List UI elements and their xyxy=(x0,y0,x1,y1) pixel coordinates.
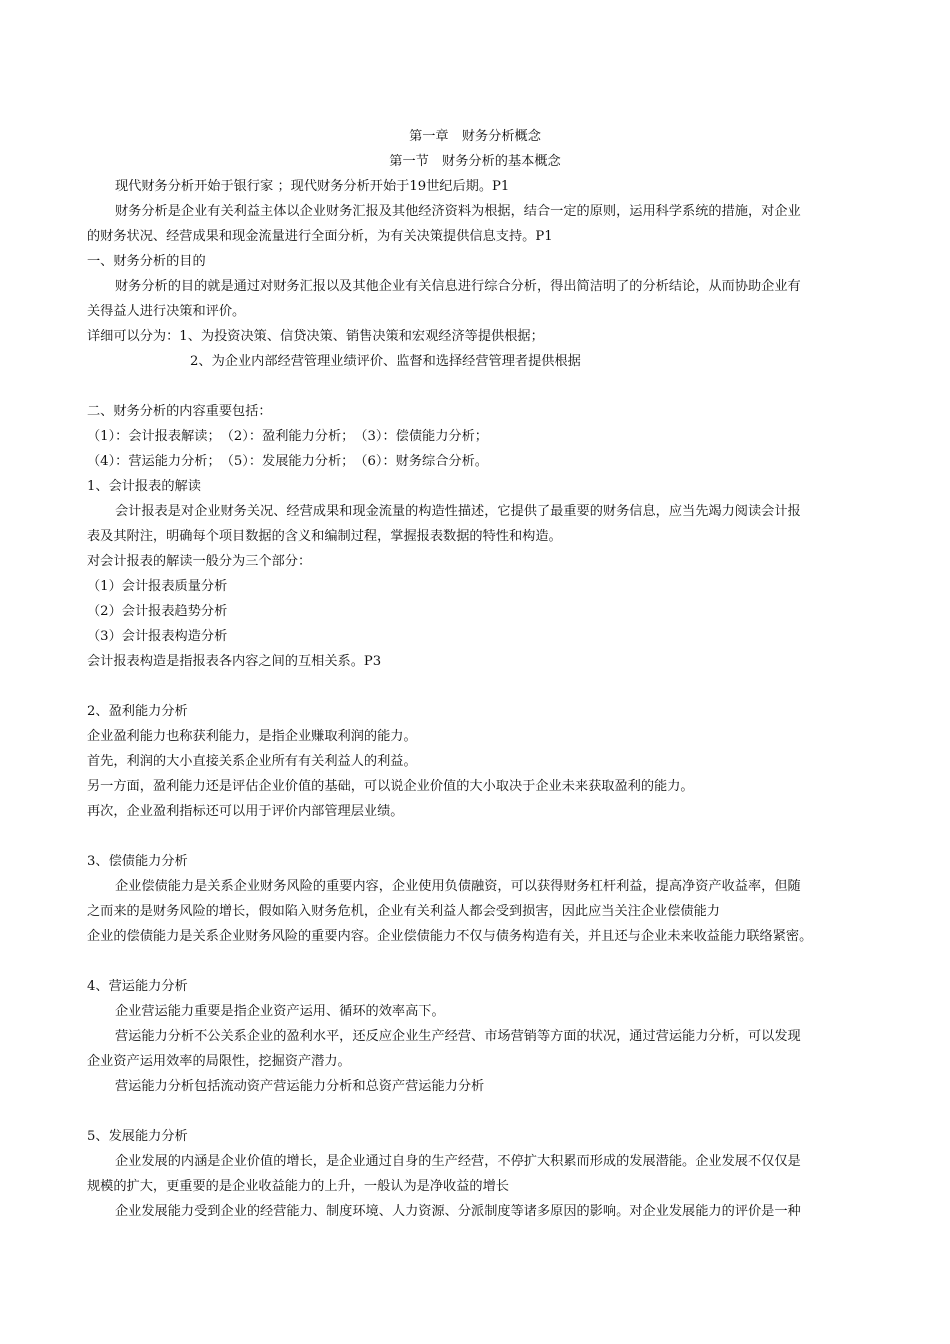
s3-paragraph-line-2: 之而来的是财务风险的增长，假如陷入财务危机，企业有关利益人都会受到损害，因此应当关注企业偿债能力 xyxy=(87,904,720,919)
s5-heading: 5、发展能力分析 xyxy=(87,1129,188,1144)
s5-paragraph-line-2: 规模的扩大，更重要的是企业收益能力的上升，一般认为是净收益的增长 xyxy=(87,1179,509,1194)
s4-line-3: 营运能力分析包括流动资产营运能力分析和总资产营运能力分析 xyxy=(115,1079,485,1094)
s1-heading: 1、会计报表的解读 xyxy=(87,479,201,494)
s2-line-4: 再次，企业盈利指标还可以用于评价内部管理层业绩。 xyxy=(87,804,404,819)
purpose-detail-1: 详细可以分为：1、为投资决策、信贷决策、销售决策和宏观经济等提供根据； xyxy=(87,329,544,344)
s1-item-1: （1）会计报表质量分析 xyxy=(87,579,228,594)
chapter-title: 第一章 财务分析概念 xyxy=(409,129,541,144)
purpose-detail-2: 2、为企业内部经营管理业绩评价、监督和选择经营管理者提供根据 xyxy=(190,354,581,369)
s1-item-3: （3）会计报表构造分析 xyxy=(87,629,228,644)
s4-line-1: 企业营运能力重要是指企业资产运用、循环的效率高下。 xyxy=(115,1004,445,1019)
s2-line-2: 首先，利润的大小直接关系企业所有有关利益人的利益。 xyxy=(87,754,417,769)
s4-paragraph-line-1: 营运能力分析不公关系企业的盈利水平，还反应企业生产经营、市场营销等方面的状况，通过营运能力分析，可以发现 xyxy=(115,1029,801,1044)
s3-line-3: 企业的偿债能力是关系企业财务风险的重要内容。企业偿债能力不仅与债务构造有关，并且还与企业未来收益能力联络紧密。 xyxy=(87,929,813,944)
s1-paragraph-line-2: 表及其附注，明确每个项目数据的含义和编制过程，掌握报表数据的特性和构造。 xyxy=(87,529,562,544)
purpose-paragraph-line-1: 财务分析的目的就是通过对财务汇报以及其他企业有关信息进行综合分析，得出简洁明了的分析结论，从而协助企业有 xyxy=(115,279,801,294)
purpose-paragraph-line-2: 关得益人进行决策和评价。 xyxy=(87,304,246,319)
s2-line-1: 企业盈利能力也称获利能力，是指企业赚取利润的能力。 xyxy=(87,729,417,744)
s3-heading: 3、偿债能力分析 xyxy=(87,854,188,869)
s1-item-2: （2）会计报表趋势分析 xyxy=(87,604,228,619)
content-row-1: （1）：会计报表解读； （2）：盈利能力分析； （3）：偿债能力分析； xyxy=(87,429,488,444)
s2-heading: 2、盈利能力分析 xyxy=(87,704,188,719)
s1-intro: 对会计报表的解读一般分为三个部分： xyxy=(87,554,312,569)
s3-paragraph-line-1: 企业偿债能力是关系企业财务风险的重要内容，企业使用负债融资，可以获得财务杠杆利益，提高净资产收益率，但随 xyxy=(115,879,801,894)
intro-paragraph-2-line-2: 的财务状况、经营成果和现金流量进行全面分析，为有关决策提供信息支持。P1 xyxy=(87,229,553,244)
content-row-2: （4）：营运能力分析； （5）：发展能力分析； （6）：财务综合分析。 xyxy=(87,454,488,469)
s5-paragraph-line-1: 企业发展的内涵是企业价值的增长，是企业通过自身的生产经营，不停扩大积累而形成的发展潜能。企业发展不仅仅是 xyxy=(115,1154,801,1169)
purpose-heading: 一、财务分析的目的 xyxy=(87,254,206,269)
s5-paragraph-2-line-1: 企业发展能力受到企业的经营能力、制度环境、人力资源、分派制度等诸多原因的影响。对企业发展能力的评价是一种 xyxy=(115,1204,801,1219)
intro-paragraph-1: 现代财务分析开始于银行家 ；现代财务分析开始于19世纪后期。P1 xyxy=(115,179,510,194)
s2-line-3: 另一方面，盈利能力还是评估企业价值的基础，可以说企业价值的大小取决于企业未来获取盈利的能力。 xyxy=(87,779,694,794)
intro-paragraph-2-line-1: 财务分析是企业有关利益主体以企业财务汇报及其他经济资料为根据，结合一定的原则，运用科学系统的措施，对企业 xyxy=(115,204,801,219)
section-title: 第一节 财务分析的基本概念 xyxy=(389,154,561,169)
s1-paragraph-line-1: 会计报表是对企业财务关况、经营成果和现金流量的构造性描述，它提供了最重要的财务信息，应当先竭力阅读会计报 xyxy=(115,504,801,519)
s4-heading: 4、营运能力分析 xyxy=(87,979,188,994)
s4-paragraph-line-2: 企业资产运用效率的局限性，挖掘资产潜力。 xyxy=(87,1054,351,1069)
s1-note: 会计报表构造是指报表各内容之间的互相关系。P3 xyxy=(87,654,382,669)
content-heading: 二、财务分析的内容重要包括： xyxy=(87,404,272,419)
